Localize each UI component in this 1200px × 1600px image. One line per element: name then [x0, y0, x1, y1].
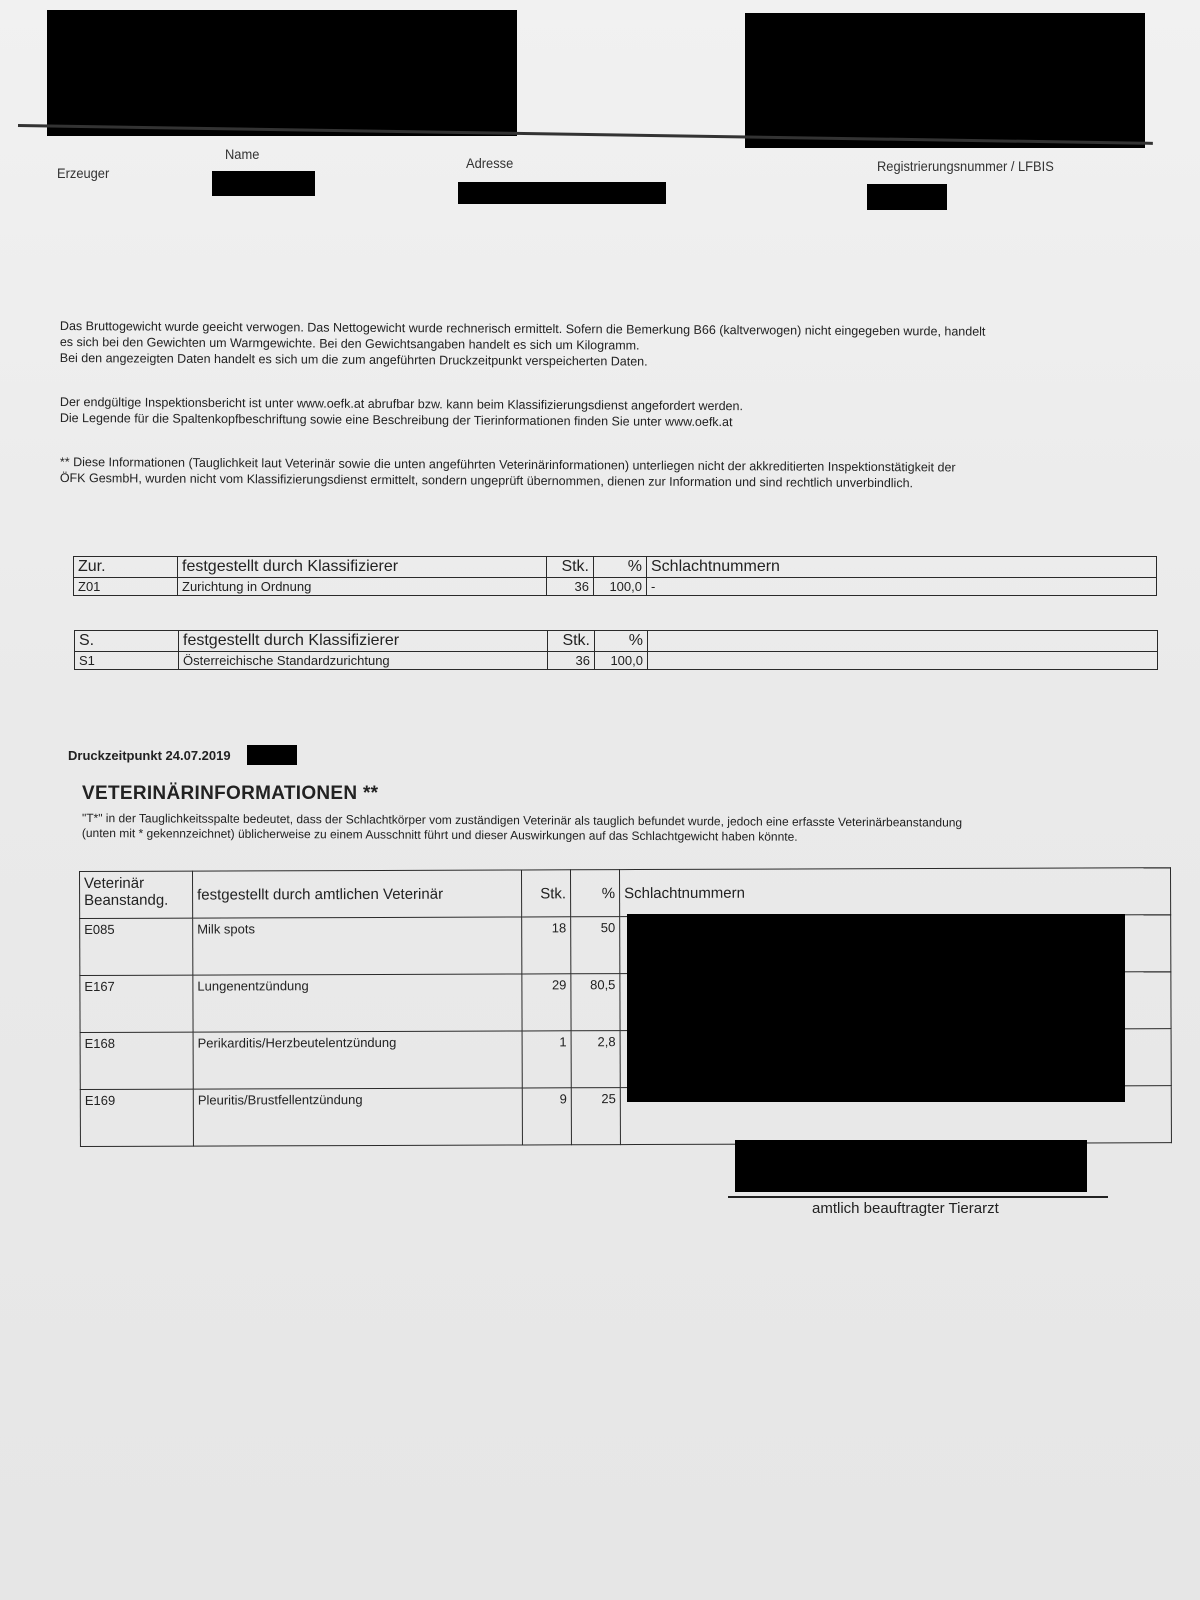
col-header-pct: %: [595, 631, 648, 652]
signature-label: amtlich beauftragter Tierarzt: [812, 1200, 999, 1217]
zurichtung-table: [73, 556, 1157, 596]
intro-line: ** Diese Informationen (Tauglichkeit laut Veterinär sowie die unten angeführten Veterinärinformationen) unterliegen nicht der akkreditierten Inspektionstätigkeit der: [59, 454, 956, 475]
print-time: Druckzeitpunkt 24.07.2019: [68, 748, 231, 763]
vet-section-title: VETERINÄRINFORMATIONEN **: [82, 783, 379, 804]
table-header-row: [74, 557, 1157, 578]
redacted-address: [458, 182, 666, 204]
redacted-header-right: [745, 13, 1145, 148]
cell-code: E085: [80, 918, 193, 975]
cell-stk: 9: [522, 1088, 571, 1145]
cell-stk: 18: [522, 917, 571, 974]
redacted-print-time: [247, 745, 297, 765]
redacted-header-left: [47, 10, 517, 136]
col-header-festgestellt: festgestellt durch amtlichen Veterinär: [193, 870, 522, 918]
col-header-pct: %: [594, 557, 647, 578]
cell-code: E169: [80, 1089, 193, 1146]
cell-code: E168: [80, 1032, 193, 1089]
intro-line: Das Bruttogewicht wurde geeicht verwogen. Das Nettogewicht wurde rechnerisch ermittelt. Sofern die Bemerkung B66 (kaltverwogen) nicht eingegeben wurde, handelt: [59, 318, 986, 339]
intro-paragraph-3: [60, 454, 1120, 492]
redacted-schlachtnummern: [627, 914, 1125, 1102]
col-header-zur: Zur.: [74, 557, 178, 578]
cell-pct: 2,8: [571, 1031, 620, 1088]
table-row: [75, 652, 1158, 670]
col-header-stk: Stk.: [521, 870, 570, 917]
cell-desc: Lungenentzündung: [193, 974, 522, 1032]
vet-note-line: "T*" in der Tauglichkeitsspalte bedeutet, dass der Schlachtkörper vom zuständigen Veterinär als tauglich befundet wurde, jedoch eine erfasste Veterinärbeanstandung: [81, 811, 963, 830]
cell-desc: Österreichische Standardzurichtung: [179, 652, 548, 670]
col-header-schlachtnummern: Schlachtnummern: [619, 868, 1170, 917]
col-header-beanstandung: Veterinär Beanstandg.: [80, 871, 193, 918]
intro-paragraph-1: [60, 318, 1120, 372]
cell-pct: 100,0: [594, 578, 647, 596]
col-header-empty: [648, 631, 1158, 652]
standard-table: [74, 630, 1158, 670]
cell-desc: Milk spots: [193, 917, 522, 975]
cell-desc: Pleuritis/Brustfellentzündung: [193, 1088, 522, 1146]
vet-note-line: (unten mit * gekennzeichnet) üblicherweise zu einem Ausschnitt führt und dieser Auswirkungen auf das Schlachtgewicht haben könnte.: [81, 825, 798, 844]
redacted-signature: [735, 1140, 1087, 1192]
cell-pct: 80,5: [571, 974, 620, 1031]
vet-note: [82, 811, 1102, 846]
cell-desc: Zurichtung in Ordnung: [178, 578, 547, 596]
registrierungsnummer-label: Registrierungsnummer / LFBIS: [877, 158, 1054, 174]
table-row: [74, 578, 1157, 596]
adresse-label: Adresse: [466, 155, 514, 171]
redacted-registration: [867, 184, 947, 210]
col-header-festgestellt: festgestellt durch Klassifizierer: [179, 631, 548, 652]
cell-code: Z01: [74, 578, 178, 596]
table-header-row: [80, 868, 1171, 919]
cell-schlachtnummern: -: [647, 578, 1157, 596]
col-header-stk: Stk.: [548, 631, 595, 652]
cell-stk: 36: [548, 652, 595, 670]
intro-line: ÖFK GesmbH, wurden nicht vom Klassifizierungsdienst ermittelt, sondern ungeprüft übernommen, dienen zur Information und sind rechtlich unverbindlich.: [59, 470, 914, 491]
cell-code: E167: [80, 975, 193, 1032]
cell-pct: 100,0: [595, 652, 648, 670]
col-header-festgestellt: festgestellt durch Klassifizierer: [178, 557, 547, 578]
name-label: Name: [225, 146, 260, 162]
cell-code: S1: [75, 652, 179, 670]
cell-stk: 36: [547, 578, 594, 596]
intro-paragraph-2: [60, 394, 1120, 432]
intro-line: es sich bei den Gewichten um Warmgewichte. Bei den Gewichtsangaben handelt es sich um Kilogramm.: [59, 334, 640, 353]
col-header-pct: %: [570, 870, 619, 917]
cell-pct: 25: [571, 1088, 620, 1145]
col-header-stk: Stk.: [547, 557, 594, 578]
col-header-s: S.: [75, 631, 179, 652]
cell-stk: 29: [522, 974, 571, 1031]
intro-line: Der endgültige Inspektionsbericht ist unter www.oefk.at abrufbar bzw. kann beim Klassifizierungsdienst angefordert werden.: [59, 394, 743, 414]
intro-line: Bei den angezeigten Daten handelt es sich um die zum angeführten Druckzeitpunkt verspeicherten Daten.: [59, 350, 648, 369]
cell-empty: [648, 652, 1158, 670]
table-header-row: [75, 631, 1158, 652]
signature-line: [728, 1196, 1108, 1198]
col-header-schlachtnummern: Schlachtnummern: [647, 557, 1157, 578]
erzeuger-label: Erzeuger: [57, 165, 110, 181]
cell-desc: Perikarditis/Herzbeutelentzündung: [193, 1031, 522, 1089]
cell-pct: 50: [571, 917, 620, 974]
intro-line: Die Legende für die Spaltenkopfbeschriftung sowie eine Beschreibung der Tierinformationen finden Sie unter www.oefk.at: [59, 410, 733, 430]
redacted-name: [212, 171, 315, 196]
cell-stk: 1: [522, 1031, 571, 1088]
